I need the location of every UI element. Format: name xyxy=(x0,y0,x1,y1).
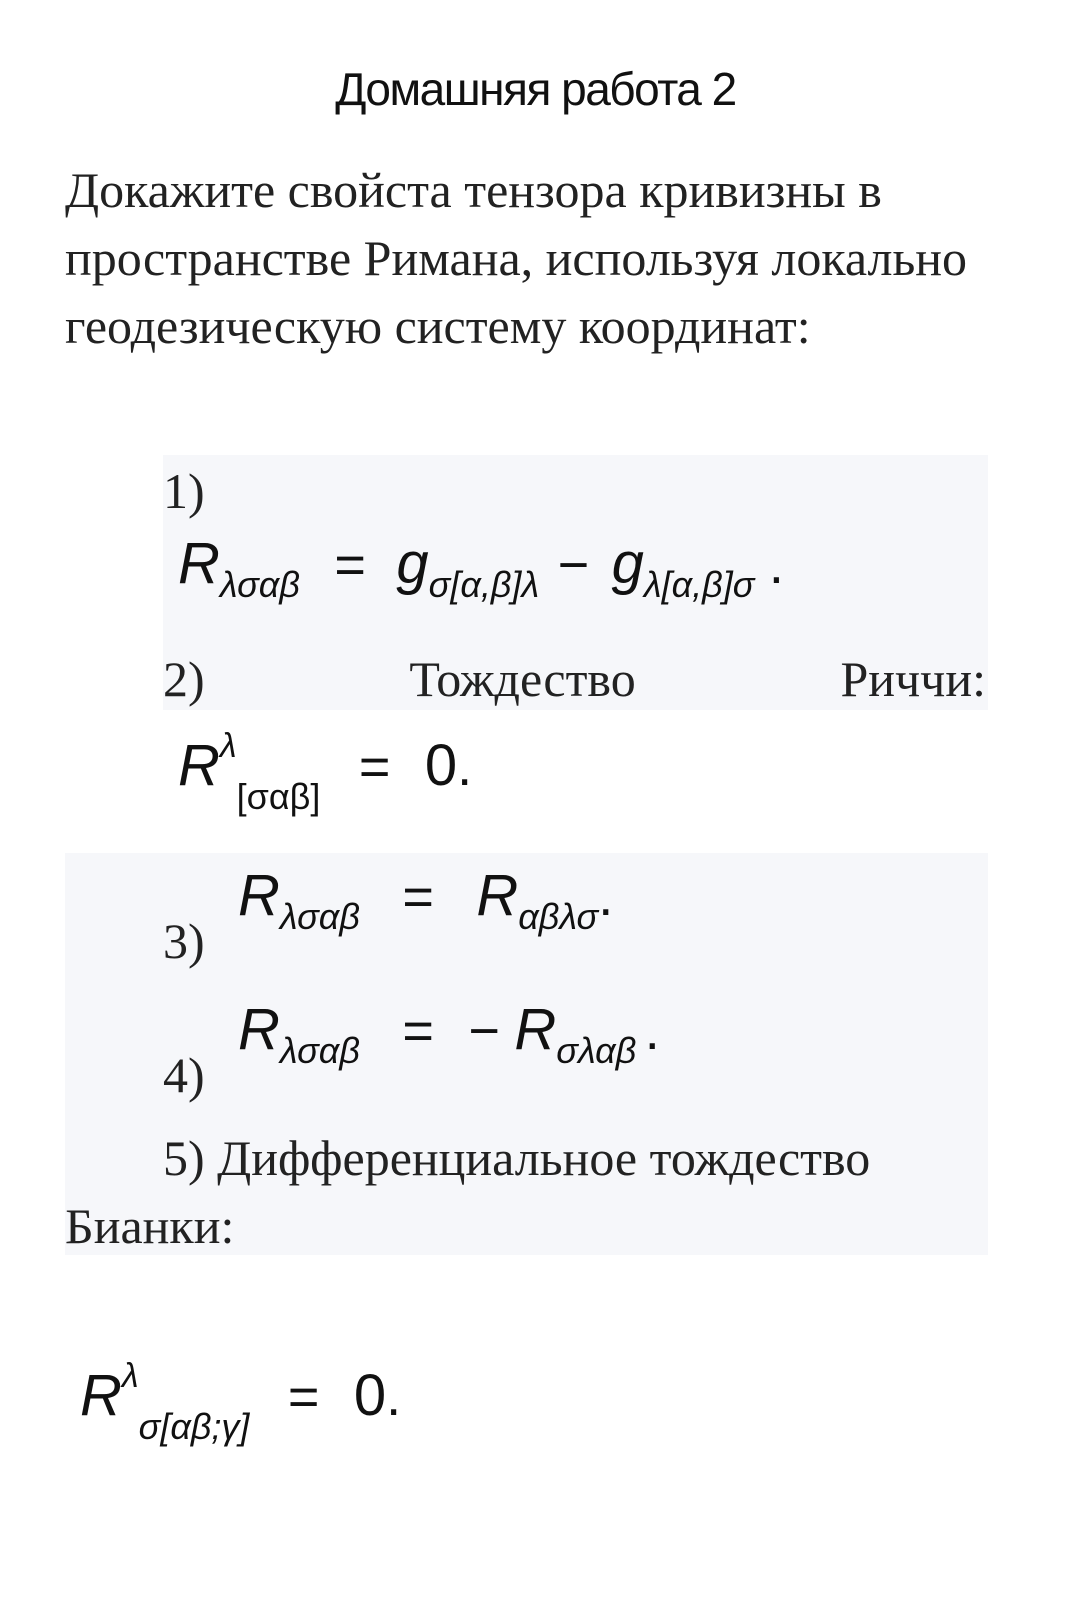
item-number-3: 3) xyxy=(163,913,205,969)
formula-2-rhs: 0 xyxy=(424,733,458,798)
formula-1-eq: = xyxy=(334,535,366,595)
formula-5-end: . xyxy=(386,1367,402,1427)
formula-3-eq: = xyxy=(402,867,434,927)
formula-5-lhs-sup: λ xyxy=(121,1357,139,1395)
formula-1-term2: g xyxy=(611,531,644,596)
formula-2-lhs-sub: [σαβ] xyxy=(236,776,321,817)
formula-2 xyxy=(178,727,473,817)
formula-5-eq: = xyxy=(287,1367,320,1427)
item-number-2: 2) xyxy=(163,651,205,707)
formula-5-rhs: 0 xyxy=(353,1363,387,1428)
formula-4-minus: − xyxy=(468,1001,500,1061)
formula-3-end: . xyxy=(598,867,614,927)
item-number-4: 4) xyxy=(163,1047,205,1103)
formula-3-rhs: R xyxy=(476,863,519,928)
formula-4-lhs: R xyxy=(238,997,280,1062)
item-5-text: 5) Дифференциальное тождество Бианки: xyxy=(65,1130,871,1254)
formula-1-lhs-sub: λσαβ xyxy=(219,564,300,605)
formula-2-end: . xyxy=(457,737,473,797)
formula-1-term2-sub: λ[α,β]σ xyxy=(643,564,755,605)
formula-3-rhs-sub: αβλσ xyxy=(518,896,599,937)
formula-4-lhs-sub: λσαβ xyxy=(279,1030,360,1071)
formula-1-lhs: R xyxy=(178,531,220,596)
formula-4-end: . xyxy=(644,1001,660,1061)
formula-4 xyxy=(238,996,660,1071)
formula-5 xyxy=(80,1357,402,1447)
task-statement: Докажите свойста тензора кривизны в пространстве Римана, используя локально геодезическую систему координат: xyxy=(65,162,968,354)
formula-2-eq: = xyxy=(358,737,391,797)
item-2-name: Риччи: xyxy=(840,651,986,707)
formula-2-lhs: R xyxy=(178,733,220,798)
formula-1 xyxy=(178,530,784,605)
formula-2-lhs-sup: λ xyxy=(219,727,237,765)
formula-1-minus: − xyxy=(557,535,590,595)
formula-1-end: . xyxy=(768,535,784,595)
formula-4-eq: = xyxy=(402,1001,434,1061)
formula-3 xyxy=(238,862,614,937)
item-2-word: Тождество xyxy=(409,651,636,707)
formula-4-rhs-sub: σλαβ xyxy=(556,1030,637,1071)
formula-1-term1: g xyxy=(396,531,429,596)
formula-5-lhs-sub: σ[αβ;γ] xyxy=(138,1406,250,1447)
page-title: Домашняя работа 2 xyxy=(335,63,736,115)
formula-4-rhs: R xyxy=(514,997,557,1062)
item-2-label xyxy=(163,650,986,708)
formula-5-lhs: R xyxy=(80,1363,122,1428)
formula-3-lhs: R xyxy=(238,863,280,928)
item-number-1: 1) xyxy=(163,463,205,519)
formula-1-term1-sub: σ[α,β]λ xyxy=(428,564,540,605)
formula-3-lhs-sub: λσαβ xyxy=(279,896,360,937)
